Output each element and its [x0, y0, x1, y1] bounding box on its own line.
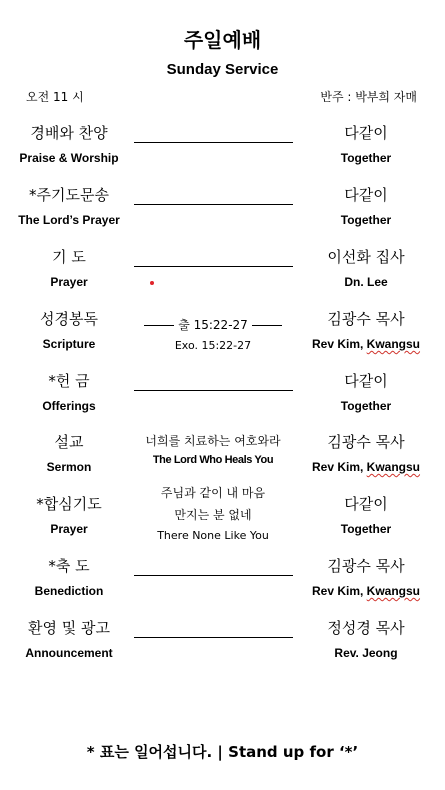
leader-ko: 김광수 목사 — [327, 557, 405, 575]
service-time: 오전 11 시 — [26, 90, 84, 104]
sermon-title — [128, 432, 298, 466]
item-label — [14, 555, 124, 598]
item-label — [14, 617, 124, 660]
item-label-ko: *합심기도 — [36, 495, 102, 513]
item-label-ko: *헌 금 — [48, 372, 90, 390]
leader-en-spellcheck: Kwangsu — [366, 584, 421, 598]
item-leader — [296, 122, 436, 165]
leader-ko: 정성경 목사 — [327, 619, 405, 637]
leader-ko: 김광수 목사 — [327, 433, 405, 451]
leader-en-part: Rev Kim, — [311, 460, 367, 474]
item-label-en: Prayer — [50, 275, 88, 289]
item-label — [14, 246, 124, 289]
leader-ko: 이선화 집사 — [327, 248, 405, 266]
scripture-reference — [128, 316, 298, 352]
standing-note: * 표는 일어섭니다. | Stand up for ‘*’ — [86, 743, 359, 761]
scripture-en: Exo. 15:22-27 — [174, 339, 252, 352]
order-item-praise — [0, 122, 445, 178]
item-label-ko: *축 도 — [48, 557, 90, 575]
item-label — [14, 370, 124, 413]
order-item-offerings — [0, 370, 445, 426]
leader-en: Rev. Jeong — [334, 646, 398, 660]
leader-en: Dn. Lee — [344, 275, 388, 289]
item-leader — [296, 493, 436, 536]
prayer-song — [128, 484, 298, 542]
sermon-title-ko: 너희를 치료하는 여호와라 — [145, 434, 281, 448]
item-label — [14, 493, 124, 536]
order-item-sermon — [0, 431, 445, 487]
item-label-ko: *주기도문송 — [29, 186, 109, 204]
leader-en-part: Rev Kim, — [311, 584, 367, 598]
order-item-scripture — [0, 308, 445, 364]
leader-en — [296, 460, 436, 474]
prayer-song-ko-2: 만지는 분 없네 — [174, 508, 252, 522]
item-label-en: Benediction — [34, 584, 104, 598]
item-leader — [296, 370, 436, 413]
leader-en: Together — [340, 151, 392, 165]
item-label-en: Announcement — [25, 646, 113, 660]
item-label-en: Prayer — [50, 522, 88, 536]
item-leader — [296, 184, 436, 227]
fill-line — [134, 575, 293, 576]
item-label-ko: 경배와 찬양 — [30, 124, 108, 142]
item-label-en: The Lord’s Prayer — [18, 213, 120, 227]
fill-line — [134, 204, 293, 205]
item-label — [14, 308, 124, 351]
leader-en — [296, 337, 436, 351]
item-label-en: Sermon — [46, 460, 92, 474]
leader-en: Together — [340, 522, 392, 536]
dash-left — [144, 325, 174, 326]
fill-line — [134, 142, 293, 143]
leader-en-part: Rev Kim, — [311, 337, 367, 351]
prayer-song-ko-1: 주님과 같이 내 마음 — [160, 486, 266, 500]
item-label-en: Scripture — [42, 337, 96, 351]
item-label-ko: 성경봉독 — [40, 310, 98, 328]
item-label-en: Offerings — [42, 399, 96, 413]
leader-en: Together — [340, 213, 392, 227]
order-item-prayer — [0, 246, 445, 302]
order-item-benediction — [0, 555, 445, 611]
order-item-lords-prayer — [0, 184, 445, 240]
red-dot-mark — [150, 281, 154, 285]
item-label-ko: 환영 및 광고 — [28, 619, 110, 637]
item-label — [14, 122, 124, 165]
leader-ko: 김광수 목사 — [327, 310, 405, 328]
title-english: Sunday Service — [166, 61, 279, 78]
leader-en — [296, 584, 436, 598]
prayer-song-en: There None Like You — [157, 529, 269, 542]
leader-en-spellcheck: Kwangsu — [366, 460, 421, 474]
leader-ko: 다같이 — [344, 372, 388, 390]
item-leader — [296, 617, 436, 660]
item-leader — [296, 555, 436, 598]
item-label — [14, 431, 124, 474]
title-korean: 주일예배 — [183, 28, 262, 52]
leader-ko: 다같이 — [344, 186, 388, 204]
item-leader — [296, 308, 436, 351]
leader-ko: 다같이 — [344, 495, 388, 513]
fill-line — [134, 637, 293, 638]
scripture-ko-line — [128, 316, 298, 333]
fill-line — [134, 266, 293, 267]
fill-line — [134, 390, 293, 391]
item-label-ko: 설교 — [54, 433, 84, 451]
sermon-title-en: The Lord Who Heals You — [152, 454, 274, 466]
dash-right — [252, 325, 282, 326]
leader-en-spellcheck: Kwangsu — [366, 337, 421, 351]
item-label-ko: 기 도 — [52, 248, 86, 266]
accompanist: 반주 : 박부희 자매 — [320, 90, 417, 104]
order-item-announcement — [0, 617, 445, 673]
item-leader — [296, 246, 436, 289]
item-label-en: Praise & Worship — [19, 151, 119, 165]
item-leader — [296, 431, 436, 474]
order-item-united-prayer — [0, 486, 445, 549]
scripture-ko: 출 15:22-27 — [178, 318, 248, 332]
leader-ko: 다같이 — [344, 124, 388, 142]
leader-en: Together — [340, 399, 392, 413]
item-label — [14, 184, 124, 227]
